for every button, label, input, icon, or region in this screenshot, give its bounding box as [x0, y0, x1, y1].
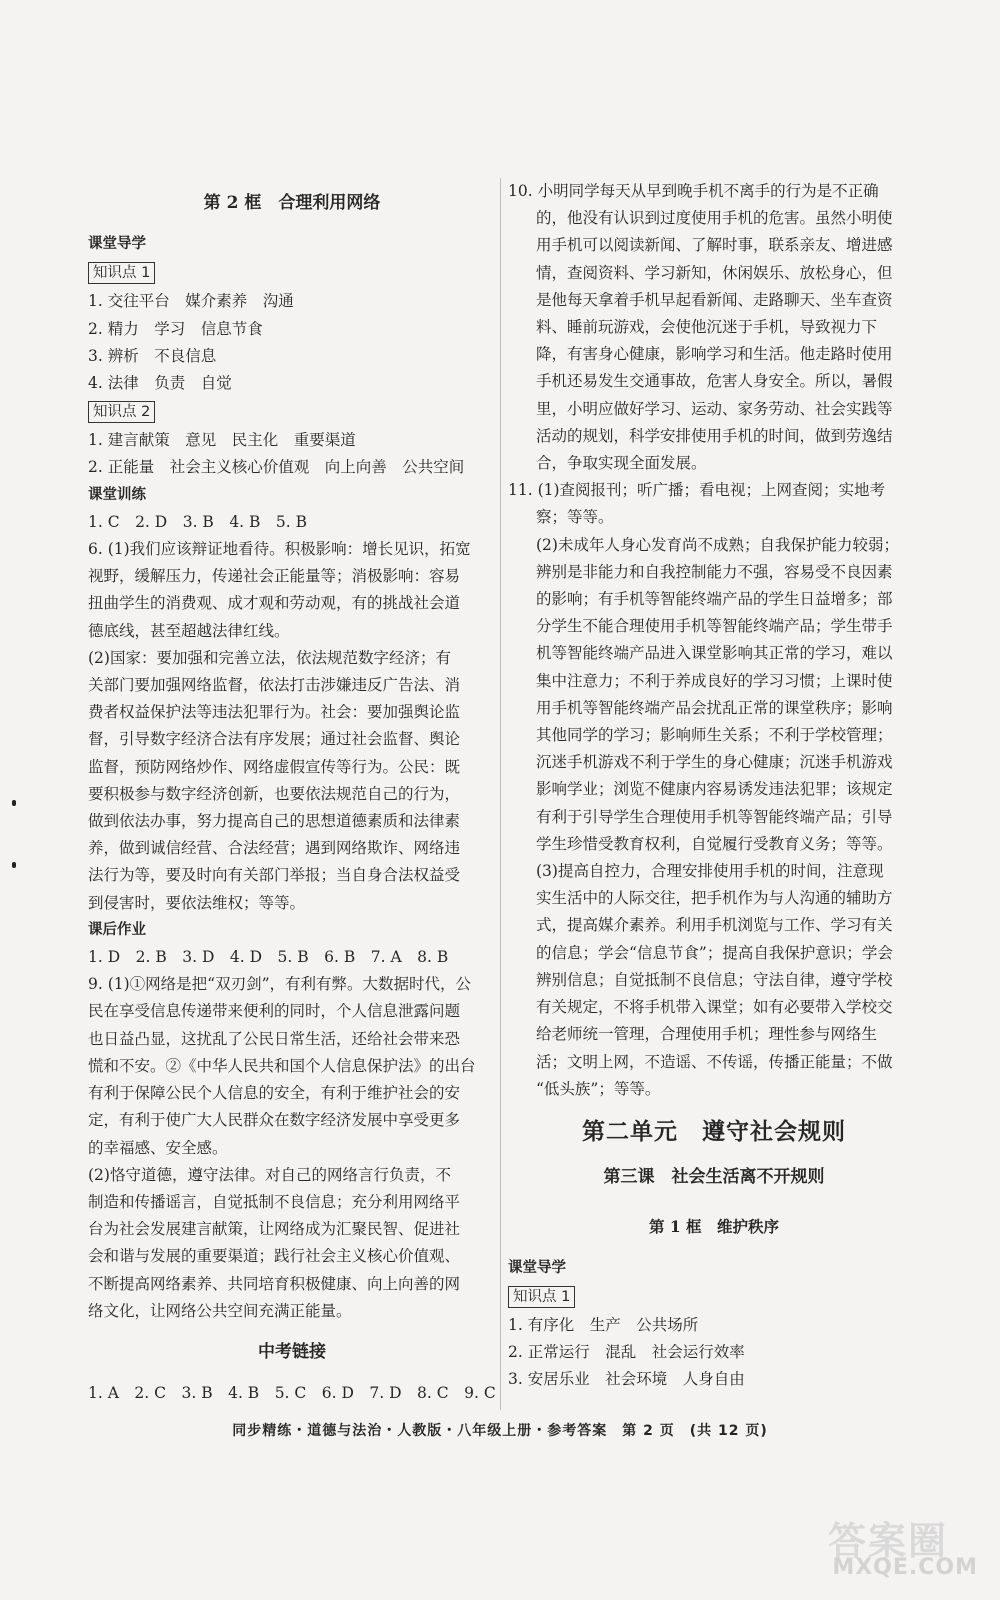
q6-line: 养，做到诚信经营、合法经营；遇到网络欺诈、网络违 [88, 839, 461, 858]
kp2-item: 2. 正能量 社会主义核心价值观 向上向善 公共空间 [88, 458, 465, 477]
q11-line: 影响学业；浏览不健康内容易诱发违法犯罪；该规定 [536, 780, 893, 799]
q10-line: 活动的规划，科学安排使用手机的时间，做到劳逸结 [536, 426, 893, 445]
q10-line: 10. 小明同学每天从早到晚手机不离手的行为是不正确 [508, 182, 879, 200]
q11-line: 给老师统一管理，合理使用手机；理性参与网络生 [536, 1025, 878, 1044]
page-footer: 同步精练・道德与法治・人教版・八年级上册・参考答案 第 2 页 (共 12 页) [232, 1423, 768, 1439]
q11-line: 分学生不能合理使用手机等智能终端产品；学生带手 [536, 617, 893, 636]
q9-line: 定，有利于使广大人民群众在数字经济发展中享受更多 [88, 1111, 461, 1130]
q11-line: 活；文明上网，不造谣、不传谣，传播正能量；不做 [536, 1052, 893, 1071]
q11-line: 用手机等智能终端产品会扰乱正常的课堂秩序；影响 [536, 698, 893, 717]
q10-line: 的，他没有认识到过度使用手机的危害。虽然小明使 [536, 209, 893, 228]
q11-line: 有关规定，不将手机带入课堂；如有必要带入学校交 [536, 998, 893, 1017]
q9-line: 9. (1)①网络是把“双刃剑”，有利有弊。大数据时代，公 [88, 975, 472, 994]
q11-line: 实生活中的人际交往，把手机作为与人沟通的辅助方 [536, 889, 893, 908]
q10-line: 里，小明应做好学习、运动、家务劳动、社会实践等 [536, 399, 893, 418]
knowledge-point-1-label: 知识点 1 [508, 1286, 575, 1308]
q10-line: 是他每天拿着手机早起看新闻、走路聊天、坐车查资 [536, 290, 893, 309]
q6-line: 视野，缓解压力，传递社会正能量等；消极影响：容易 [88, 567, 461, 586]
zuoye-answers: 1. D 2. B 3. D 4. D 5. B 6. B 7. A 8. B [88, 948, 449, 967]
q10-line: 料、睡前玩游戏，会使他沉迷于手机，导致视力下 [536, 318, 878, 337]
section-heading-ketang-daoxue: 课堂导学 [508, 1259, 566, 1276]
q6-line: 监督，预防网络炒作、网络虚假宣传等行为。公民：既 [88, 757, 461, 776]
q11-line: 其他同学的学习；影响师生关系；不利于学校管理； [536, 726, 893, 745]
kp2-item: 1. 建言献策 意见 民主化 重要渠道 [88, 431, 356, 450]
knowledge-point-2-label: 知识点 2 [88, 401, 155, 423]
q6-line: 关部门要加强网络监督，依法打击涉嫌违反广告法、消 [88, 676, 461, 695]
q11-line: (2)未成年人身心发育尚不成熟；自我保护能力较弱； [536, 535, 899, 554]
q10-line: 手机还易发生交通事故，危害人身安全。所以，暑假 [536, 372, 893, 391]
q6-line: 做到依法办事，努力提高自己的思想道德素质和法律素 [88, 812, 461, 831]
scan-speck [12, 862, 16, 868]
q6-line: 到侵害时，要依法维权；等等。 [88, 893, 306, 912]
q9-line: 的幸福感、安全感。 [88, 1138, 228, 1157]
q6-line: 德底线，甚至超越法律红线。 [88, 621, 290, 640]
q6-line: (2)国家：要加强和完善立法，依法规范数字经济；有 [88, 648, 451, 667]
q9-line: 络文化，让网络公共空间充满正能量。 [88, 1301, 352, 1320]
unit-title: 第二单元 遵守社会规则 [582, 1118, 846, 1145]
q6-line: 督，引导数字经济合法有序发展；通过社会监督、舆论 [88, 730, 461, 749]
q9-line: 台为社会发展建言献策，让网络成为汇聚民智、促进社 [88, 1220, 461, 1239]
q11-line: 11. (1)查阅报刊；听广播；看电视；上网查阅；实地考 [508, 481, 886, 500]
q10-line: 合，争取实现全面发展。 [536, 454, 707, 473]
kp1-item: 3. 安居乐业 社会环境 人身自由 [508, 1370, 745, 1389]
lesson-title: 第三课 社会生活离不开规则 [603, 1167, 825, 1188]
watermark-url: MXQE.COM [832, 1555, 978, 1580]
q11-line: 机等智能终端产品进入课堂影响其正常的学习，难以 [536, 644, 893, 663]
kp1-item: 2. 正常运行 混乱 社会运行效率 [508, 1342, 745, 1361]
zhongkao-link-title: 中考链接 [258, 1341, 326, 1362]
xunlian-answers: 1. C 2. D 3. B 4. B 5. B [88, 512, 308, 531]
q9-line: (2)恪守道德，遵守法律。对自己的网络言行负责，不 [88, 1165, 451, 1184]
watermark-logo [798, 1510, 978, 1580]
q9-line: 慌和不安。②《中华人民共和国个人信息保护法》的出台 [88, 1056, 476, 1075]
q9-line: 会和谐与发展的重要渠道；践行社会主义核心价值观、 [88, 1247, 461, 1266]
kp1-item: 1. 有序化 生产 公共场所 [508, 1315, 699, 1334]
kp1-item: 4. 法律 负责 自觉 [88, 374, 232, 393]
q6-line: 6. (1)我们应该辩证地看待。积极影响：增长见识，拓宽 [88, 540, 471, 559]
q9-line: 有利于保障公民个人信息的安全，有利于维护社会的安 [88, 1084, 461, 1103]
q6-line: 扭曲学生的消费观、成才观和劳动观，有的挑战社会道 [88, 594, 461, 613]
q11-line: 察；等等。 [536, 508, 614, 527]
zhongkao-answers: 1. A 2. C 3. B 4. B 5. C 6. D 7. D 8. C 9. C [88, 1384, 496, 1403]
q11-line: 的信息；学会“信息节食”；提高自我保护意识；学会 [536, 943, 893, 962]
q6-line: 费者权益保护法等违法犯罪行为。社会：要加强舆论监 [88, 703, 461, 722]
q11-line: 沉迷手机游戏不利于学生的身心健康；沉迷手机游戏 [536, 753, 893, 772]
knowledge-point-1-label: 知识点 1 [88, 262, 155, 284]
column-divider [500, 178, 501, 1410]
q9-line: 民在享受信息传递带来便利的同时，个人信息泄露问题 [88, 1002, 461, 1021]
q11-line: 有利于引导学生合理使用手机等智能终端产品；引导 [536, 807, 893, 826]
q10-line: 情，查阅资料、学习新知，休闲娱乐、放松身心，但 [536, 263, 893, 282]
q11-line: 辨别是非能力和自我控制能力不强，容易受不良因素 [536, 562, 893, 581]
q6-line: 要积极参与数字经济创新，也要依法规范自己的行为， [88, 784, 461, 803]
q11-line: 的影响；有手机等智能终端产品的学生日益增多；部 [536, 590, 893, 609]
q6-line: 法行为等，要及时向有关部门举报；当自身合法权益受 [88, 866, 461, 885]
kp1-item: 1. 交往平台 媒介素养 沟通 [88, 292, 294, 311]
section-heading-ketang-daoxue: 课堂导学 [88, 236, 146, 253]
section-heading-kehou-zuoye: 课后作业 [88, 921, 146, 938]
q11-line: 辨别信息；自觉抵制不良信息；守法自律，遵守学校 [536, 970, 893, 989]
q10-line: 降，有害身心健康，影响学习和生活。他走路时使用 [536, 345, 893, 364]
scan-speck [12, 800, 16, 806]
q11-line: 集中注意力；不利于养成良好的学习习惯；上课时使 [536, 671, 893, 690]
frame-title: 第 1 框 维护秩序 [648, 1217, 780, 1237]
left-column [88, 180, 496, 1407]
q11-line: 学生珍惜受教育权利，自觉履行受教育义务；等等。 [536, 834, 893, 853]
kp1-item: 3. 辨析 不良信息 [88, 346, 217, 365]
right-column [508, 178, 920, 1393]
watermark-logo-text: 答案圈 [827, 1519, 948, 1563]
q11-line: “低头族”；等等。 [536, 1079, 661, 1098]
frame-title: 第 2 框 合理利用网络 [203, 193, 381, 213]
section-heading-ketang-xunlian: 课堂训练 [88, 486, 146, 503]
q10-line: 用手机可以阅读新闻、了解时事，联系亲友、增进感 [536, 236, 893, 255]
q9-line: 不断提高网络素养、共同培育积极健康、向上向善的网 [88, 1274, 461, 1293]
q9-line: 制造和传播谣言，自觉抵制不良信息；充分利用网络平 [88, 1192, 461, 1211]
q11-line: 式，提高媒介素养。利用手机浏览与工作、学习有关 [536, 916, 893, 935]
q11-line: (3)提高自控力，合理安排使用手机的时间，注意现 [536, 862, 884, 881]
kp1-item: 2. 精力 学习 信息节食 [88, 319, 263, 338]
q9-line: 也日益凸显，这扰乱了公民日常生活，还给社会带来恐 [88, 1029, 461, 1048]
